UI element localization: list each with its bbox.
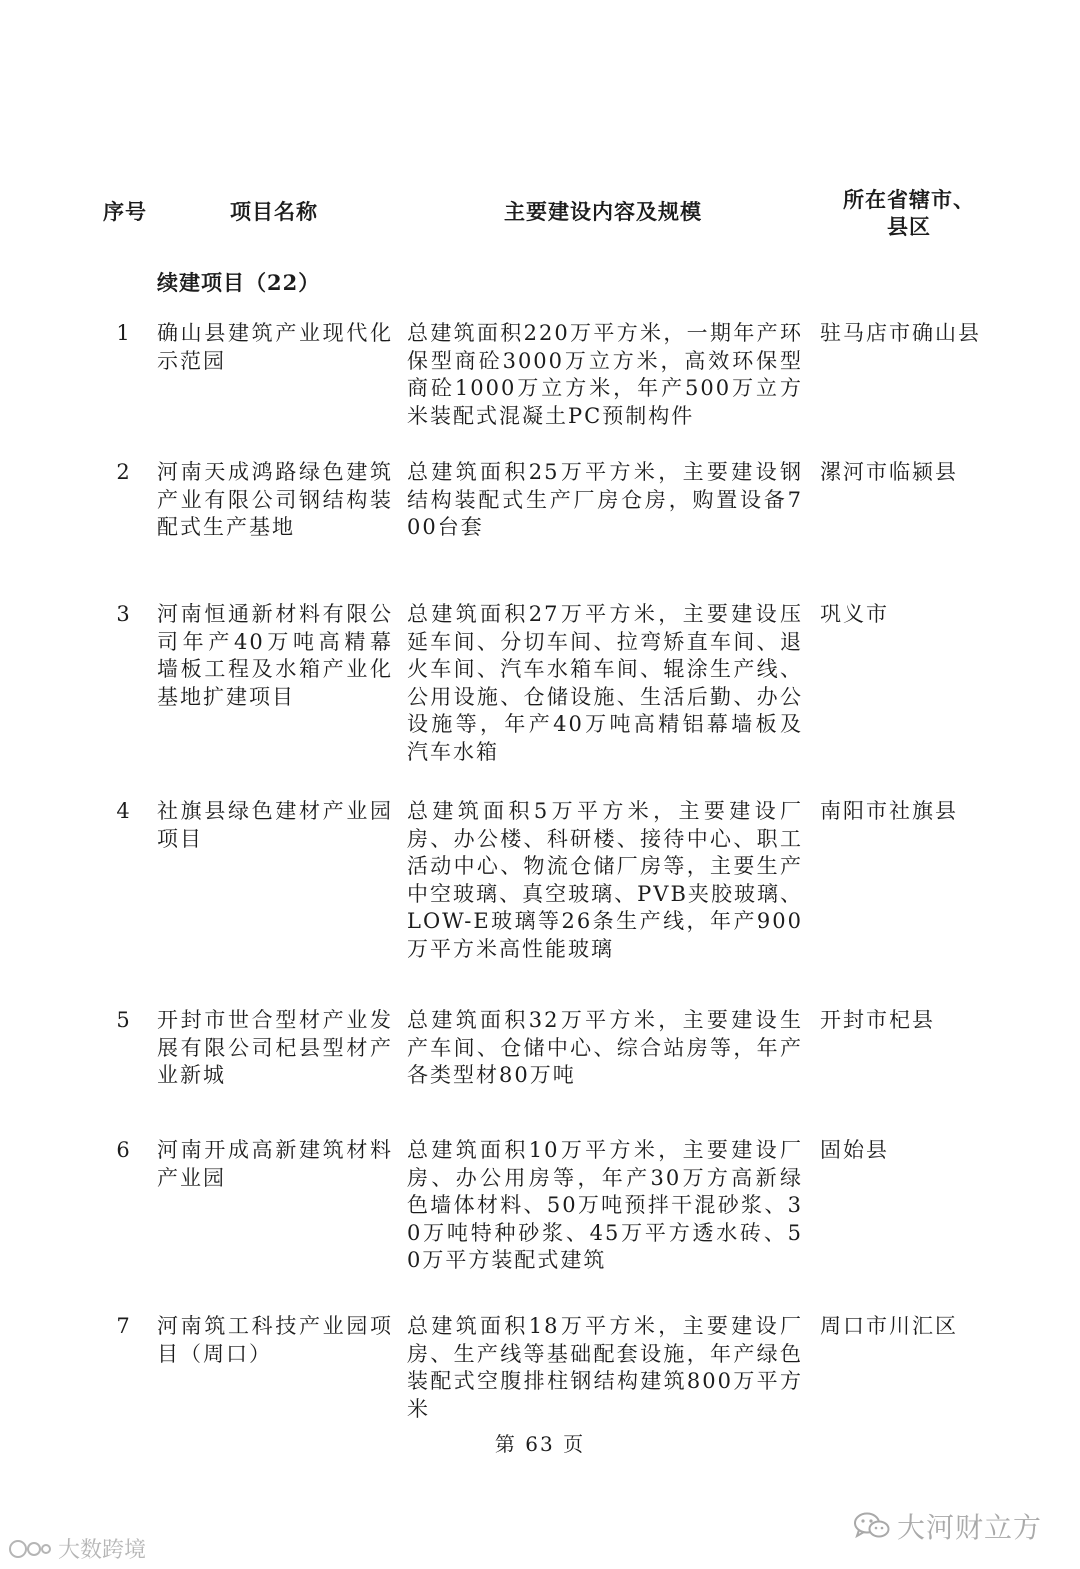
row-location: 固始县 [820,1138,889,1162]
row-seq: 7 [116,1314,132,1338]
watermark-left [8,1533,146,1564]
row-name: 河南筑工科技产业园项目（周口） [157,1314,393,1366]
row-content: 总建筑面积27万平方米，主要建设压延车间、分切车间、拉弯矫直车间、退火车间、汽车水箱车间、辊涂生产线、公用设施、仓储设施、生活后勤、办公设施等，年产40万吨高精铝幕墙板及汽车水箱 [407,602,803,764]
row-name: 确山县建筑产业现代化示范园 [157,321,393,373]
row-name: 开封市世合型材产业发展有限公司杞县型材产业新城 [157,1008,393,1087]
row-content: 总建筑面积5万平方米，主要建设厂房、办公楼、科研楼、接待中心、职工活动中心、物流仓储厂房等，主要生产中空玻璃、真空玻璃、PVB夹胶玻璃、LOW-E玻璃等26条生产线，年产900万平方米高性能玻璃 [407,799,803,961]
row-seq: 6 [116,1138,132,1162]
row-name: 河南天成鸿路绿色建筑产业有限公司钢结构装配式生产基地 [157,460,393,539]
row-name: 社旗县绿色建材产业园项目 [157,799,393,851]
header-content: 主要建设内容及规模 [504,199,702,224]
row-location: 开封市杞县 [820,1008,935,1032]
row-location: 周口市川汇区 [820,1314,958,1338]
row-name: 河南恒通新材料有限公司年产40万吨高精幕墙板工程及水箱产业化基地扩建项目 [157,602,393,709]
header-seq: 序号 [103,199,147,224]
header-location: 所在省辖市、县区 [843,187,975,239]
row-location: 巩义市 [820,602,889,626]
page-number: 第 63 页 [494,1432,586,1456]
row-content: 总建筑面积25万平方米，主要建设钢结构装配式生产厂房仓房，购置设备700台套 [407,460,803,539]
row-seq: 4 [116,799,132,823]
header-name: 项目名称 [230,199,318,224]
row-seq: 2 [116,460,132,484]
logo-icon [8,1536,54,1562]
row-location: 驻马店市确山县 [820,321,981,345]
row-seq: 5 [116,1008,132,1032]
row-seq: 1 [116,321,132,345]
wechat-icon [853,1511,891,1541]
row-name: 河南开成高新建筑材料产业园 [157,1138,393,1190]
watermark-right [853,1506,1042,1546]
section-title: 续建项目（22） [157,270,321,295]
row-content: 总建筑面积10万平方米，主要建设厂房、办公用房等，年产30万方高新绿色墙体材料、50万吨预拌干混砂浆、30万吨特种砂浆、45万平方透水砖、50万平方装配式建筑 [407,1138,803,1272]
watermark-right-text: 大河财立方 [896,1511,1042,1544]
row-location: 漯河市临颍县 [820,460,958,484]
row-content: 总建筑面积32万平方米，主要建设生产车间、仓储中心、综合站房等，年产各类型材80万吨 [407,1008,803,1087]
row-content: 总建筑面积220万平方米，一期年产环保型商砼3000万立方米，高效环保型商砼1000万立方米，年产500万立方米装配式混凝土PC预制构件 [407,321,803,428]
watermark-left-text: 大数跨境 [58,1538,147,1563]
row-location: 南阳市社旗县 [820,799,958,823]
row-content: 总建筑面积18万平方米，主要建设厂房、生产线等基础配套设施，年产绿色装配式空腹排柱钢结构建筑800万平方米 [407,1314,803,1421]
row-seq: 3 [116,602,132,626]
